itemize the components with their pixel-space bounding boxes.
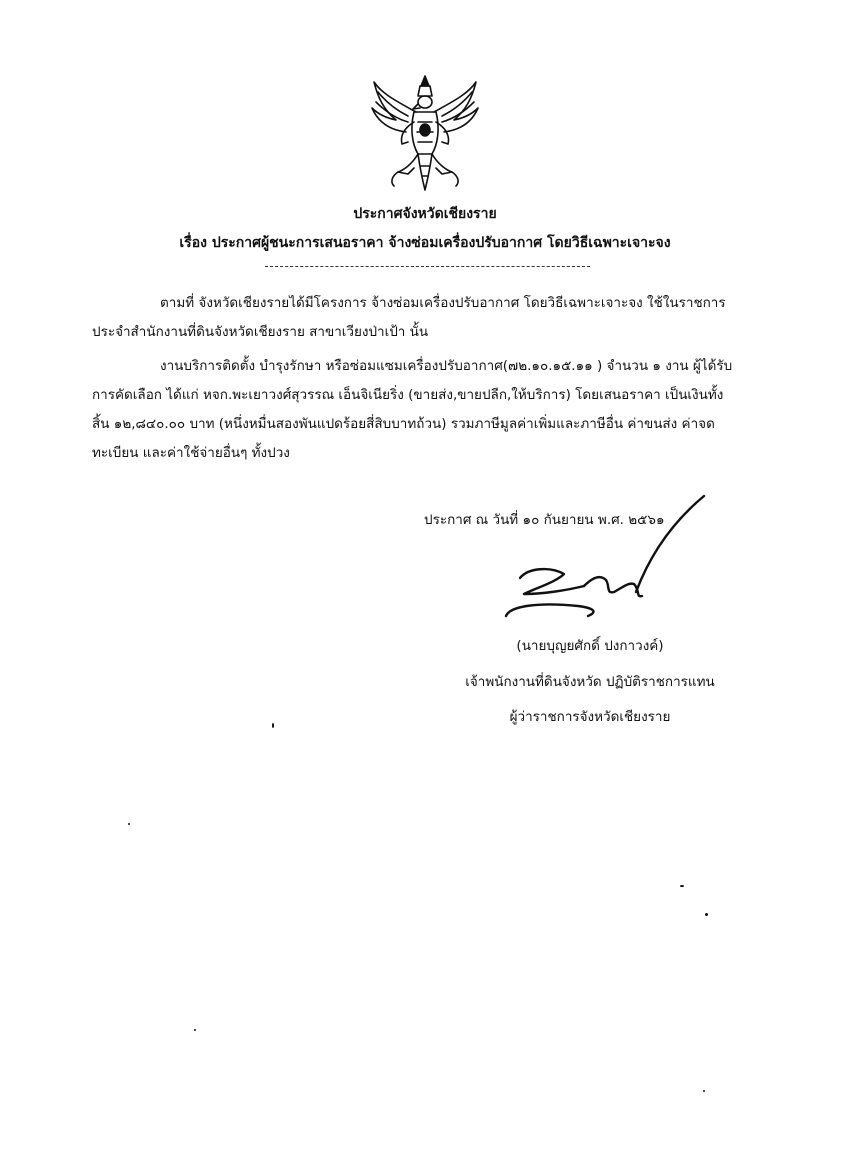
signer-authority: ผู้ว่าราชการจังหวัดเชียงราย (509, 709, 671, 725)
scan-speck (128, 823, 130, 825)
document-subject: เรื่อง ประกาศผู้ชนะการเสนอราคา จ้างซ่อมเครื่องปรับอากาศ โดยวิธีเฉพาะเจาะจง (179, 235, 671, 251)
announcement-date: ประกาศ ณ วันที่ ๑๐ กันยายน พ.ศ. ๒๕๖๑ (424, 512, 665, 528)
garuda-emblem-icon (368, 72, 482, 194)
scan-speck (194, 1029, 196, 1031)
scan-speck (272, 723, 274, 728)
scan-speck (705, 913, 708, 916)
paragraph2-line4: ทะเบียน และค่าใช้จ่ายอื่นๆ ทั้งปวง (92, 445, 290, 461)
paragraph2-line3: สิ้น ๑๒,๘๔๐.๐๐ บาท (หนึ่งหมื่นสองพันแปดร้อยสี่สิบบาทถ้วน) รวมภาษีมูลค่าเพิ่มและภาษีอื่น ค่าขนส่ง ค่าจด (92, 416, 715, 432)
handwritten-signature-icon (498, 490, 708, 630)
paragraph2-line2: การคัดเลือก ได้แก่ หจก.พะเยาวงศ์สุวรรณ เอ็นจิเนียริ่ง (ขายส่ง,ขายปลีก,ให้บริการ) โดยเสนอราคา เป็นเงินทั้ง (92, 387, 724, 403)
scan-speck (680, 885, 684, 887)
separator-line (265, 266, 590, 267)
paragraph1-line2: ประจำสำนักงานที่ดินจังหวัดเชียงราย สาขาเวียงป่าเป้า นั้น (92, 324, 429, 340)
document-heading: ประกาศจังหวัดเชียงราย (353, 206, 497, 222)
signer-position: เจ้าพนักงานที่ดินจังหวัด ปฏิบัติราชการแทน (465, 674, 715, 690)
scan-speck (703, 1090, 705, 1092)
signer-name: (นายบุญยศักดิ์ ปงกาวงค์) (516, 638, 664, 654)
paragraph2-line1: งานบริการติดตั้ง บำรุงรักษา หรือซ่อมแซมเครื่องปรับอากาศ(๗๒.๑๐.๑๕.๑๑ ) จำนวน ๑ งาน ผู้ได้รับ (160, 358, 733, 374)
paragraph1-line1: ตามที่ จังหวัดเชียงรายได้มีโครงการ จ้างซ่อมเครื่องปรับอากาศ โดยวิธีเฉพาะเจาะจง ใช้ในราชการ (160, 295, 726, 311)
